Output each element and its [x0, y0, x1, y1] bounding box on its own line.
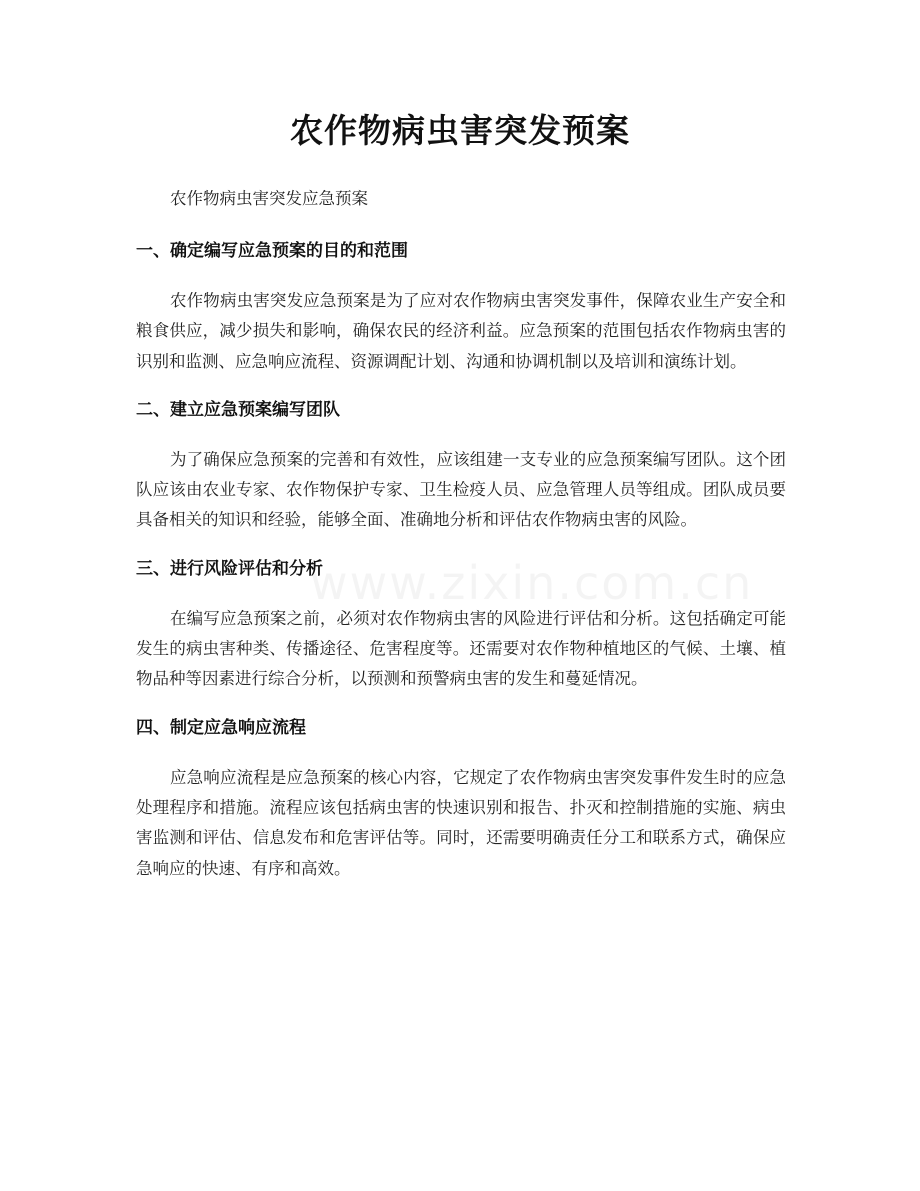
- section-body: 在编写应急预案之前，必须对农作物病虫害的风险进行评估和分析。这包括确定可能发生的病虫害种类、传播途径、危害程度等。还需要对农作物种植地区的气候、土壤、植物品种等因素进行综合分析，以预测和预警病虫害的发生和蔓延情况。: [136, 608, 786, 689]
- section-body: 应急响应流程是应急预案的核心内容，它规定了农作物病虫害突发事件发生时的应急处理程序和措施。流程应该包括病虫害的快速识别和报告、扑灭和控制措施的实施、病虫害监测和评估、信息发布和危害评估等。同时，还需要明确责任分工和联系方式，确保应急响应的快速、有序和高效。: [136, 767, 786, 878]
- section-heading: 一、确定编写应急预案的目的和范围: [136, 241, 408, 261]
- document-content: [136, 180, 786, 884]
- section-body: 为了确保应急预案的完善和有效性，应该组建一支专业的应急预案编写团队。这个团队应该由农业专家、农作物保护专家、卫生检疫人员、应急管理人员等组成。团队成员要具备相关的知识和经验，能够全面、准确地分析和评估农作物病虫害的风险。: [136, 449, 786, 530]
- section-3: [136, 554, 786, 695]
- section-4: [136, 713, 786, 884]
- section-heading: 三、进行风险评估和分析: [136, 558, 323, 579]
- section-body: 农作物病虫害突发应急预案是为了应对农作物病虫害突发事件，保障农业生产安全和粮食供应，减少损失和影响，确保农民的经济利益。应急预案的范围包括农作物病虫害的识别和监测、应急响应流程、资源调配计划、沟通和协调机制以及培训和演练计划。: [136, 291, 786, 371]
- section-2: [136, 395, 786, 536]
- section-1: [136, 236, 786, 377]
- section-heading: 四、制定应急响应流程: [136, 717, 306, 738]
- document-subtitle: 农作物病虫害突发应急预案: [170, 189, 368, 208]
- section-heading: 二、建立应急预案编写团队: [136, 399, 340, 420]
- document-title: 农作物病虫害突发预案: [290, 111, 630, 150]
